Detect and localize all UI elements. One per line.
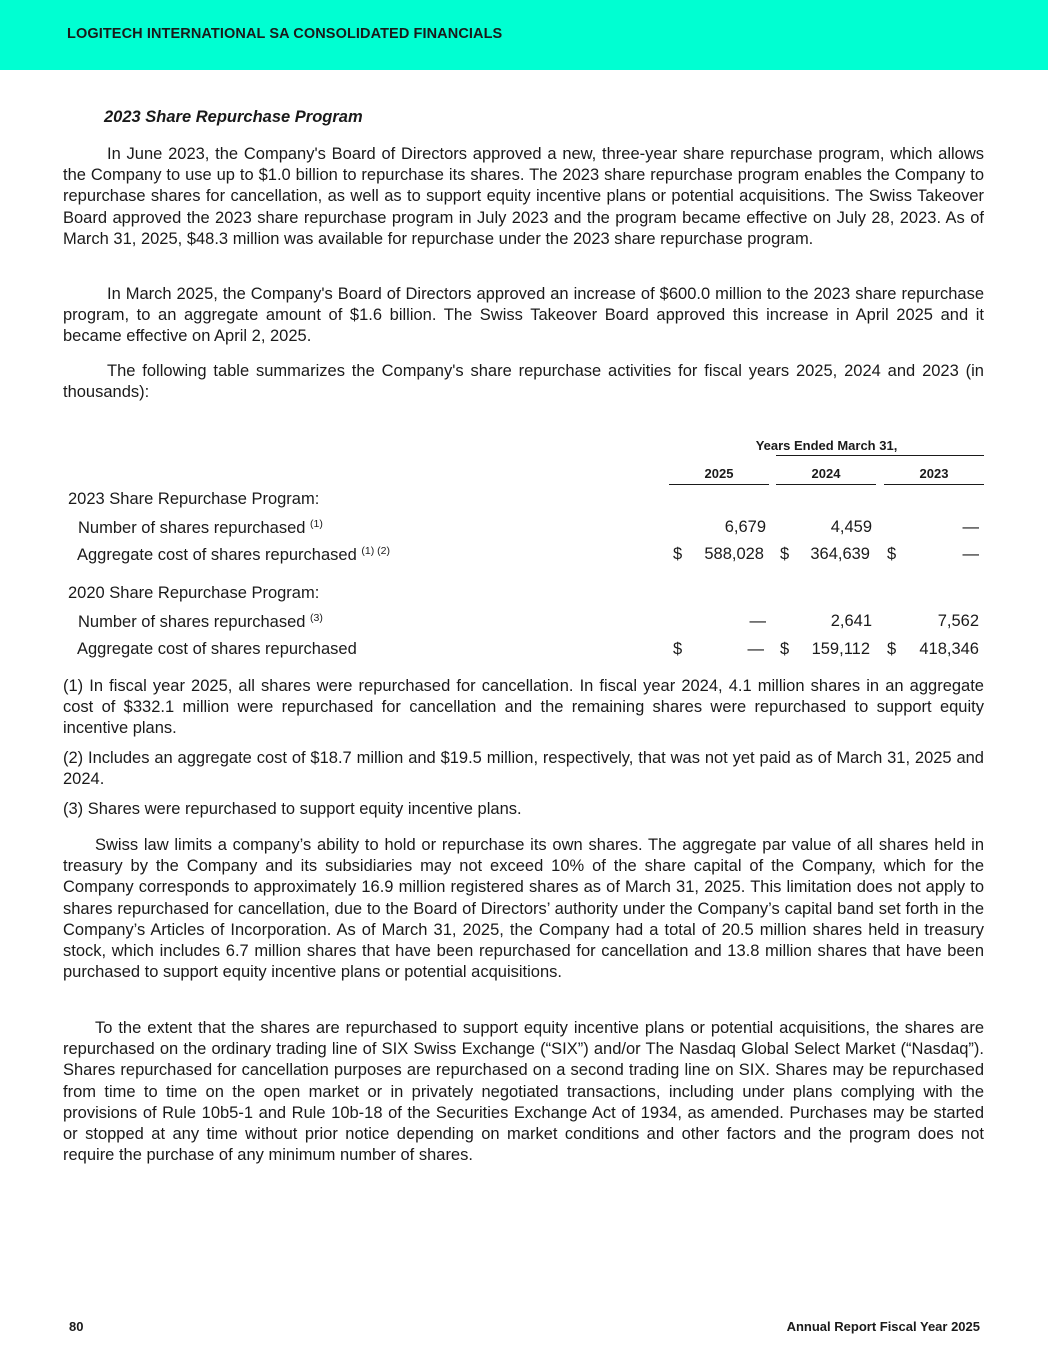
cell-2023prog-cost-2024: 364,639	[810, 545, 870, 563]
currency-symbol: $	[673, 640, 683, 658]
currency-symbol: $	[887, 545, 897, 563]
page-number: 80	[69, 1319, 84, 1334]
cell-2023prog-cost-2023: —	[962, 545, 979, 563]
cell-2020prog-shares-2023: 7,562	[937, 612, 979, 630]
program-2020-title: 2020 Share Repurchase Program:	[68, 584, 320, 602]
footnote-2: (2) Includes an aggregate cost of $18.7 million and $19.5 million, respectively, that was not yet paid as of March 31, 2025 and 2024.	[63, 749, 984, 789]
cell-2023prog-shares-2025: 6,679	[724, 518, 766, 536]
paragraph-table-intro: The following table summarizes the Company's share repurchase activities for fiscal years 2025, 2024 and 2023 (in thousands):	[63, 362, 984, 402]
group-header-rule	[776, 455, 984, 456]
table-row-label: Number of shares repurchased $^{(3)}$	[78, 612, 323, 631]
column-rule-2025	[669, 484, 769, 485]
currency-symbol: $	[673, 545, 683, 563]
column-rule-2024	[776, 484, 876, 485]
paragraph-swiss-law: Swiss law limits a company’s ability to hold or repurchase its own shares. The aggregate par value of all shares held in treasury by the Company and its subsidiaries may not exceed 10% of the share capital of the Company, which for the Company corresponds to approximately 16.9 million registered shares as of March 31, 2025. This limitation does not apply to shares repurchased for cancellation, due to the Board of Directors’ authority under the Company’s capital band set forth in the Company’s Articles of Incorporation. As of March 31, 2025, the Company had a total of 20.5 million shares held in treasury stock, which includes 6.7 million shares that have been repurchased for cancellation and 13.8 million shares that have been purchased to support equity incentive plans or potential acquisitions.	[63, 836, 984, 982]
currency-symbol: $	[780, 545, 790, 563]
footnote-1: (1) In fiscal year 2025, all shares were repurchased for cancellation. In fiscal year 2024, 4.1 million shares in an aggregate cost of $332.1 million were repurchased for cancellation and the remaining shares were repurchased to support equity incentive plans.	[63, 677, 984, 738]
cell-2020prog-shares-2024: 2,641	[830, 612, 872, 630]
currency-symbol: $	[887, 640, 897, 658]
column-header-2023: 2023	[919, 466, 949, 481]
currency-symbol: $	[780, 640, 790, 658]
table-row-label: Number of shares repurchased $^{(1)}$	[78, 518, 323, 537]
paragraph-program-approval: In June 2023, the Company's Board of Directors approved a new, three-year share repurchase program, which allows the Company to use up to $1.0 billion to repurchase its shares. The 2023 share repurchase program enables the Company to repurchase shares for cancellation, as well as to support equity incentive plans or potential acquisitions. The Swiss Takeover Board approved the 2023 share repurchase program in July 2023 and the program became effective on July 28, 2023. As of March 31, 2025, $48.3 million was available for repurchase under the 2023 share repurchase program.	[63, 145, 984, 248]
program-2023-title: 2023 Share Repurchase Program:	[68, 490, 320, 508]
document-header-title: LOGITECH INTERNATIONAL SA CONSOLIDATED FINANCIALS	[67, 26, 503, 42]
paragraph-program-increase: In March 2025, the Company's Board of Directors approved an increase of $600.0 million to the 2023 share repurchase program, to an aggregate amount of $1.6 billion. The Swiss Takeover Board approved this increase in April 2025 and it became effective on April 2, 2025.	[63, 285, 984, 346]
section-heading: 2023 Share Repurchase Program	[104, 108, 363, 126]
cell-2023prog-shares-2023: —	[962, 518, 979, 536]
column-header-2025: 2025	[704, 466, 734, 481]
cell-2023prog-shares-2024: 4,459	[830, 518, 872, 536]
footer-report-title: Annual Report Fiscal Year 2025	[786, 1319, 980, 1334]
table-row-label: Aggregate cost of shares repurchased $^{(1) (2)}$	[77, 545, 390, 564]
footnote-3: (3) Shares were repurchased to support equity incentive plans.	[63, 800, 522, 818]
table-row-label: Aggregate cost of shares repurchased	[77, 640, 357, 658]
cell-2020prog-shares-2025: —	[749, 612, 766, 630]
cell-2020prog-cost-2025: —	[747, 640, 764, 658]
column-rule-2023	[884, 484, 984, 485]
paragraph-repurchase-method: To the extent that the shares are repurchased to support equity incentive plans or potential acquisitions, the shares are repurchased on the ordinary trading line of SIX Swiss Exchange (“SIX”) and/or The Nasdaq Global Select Market (“Nasdaq”). Shares repurchased for cancellation purposes are repurchased on a second trading line on SIX. Shares may be repurchased from time to time on the open market or in privately negotiated transactions, including under plans complying with the provisions of Rule 10b5-1 and Rule 10b-18 of the Securities Exchange Act of 1934, as amended. Purchases may be started or stopped at any time without prior notice depending on market conditions and other factors and the program does not require the purchase of any minimum number of shares.	[63, 1019, 984, 1165]
cell-2023prog-cost-2025: 588,028	[704, 545, 764, 563]
cell-2020prog-cost-2024: 159,112	[811, 640, 870, 658]
table-group-header: Years Ended March 31,	[755, 438, 898, 453]
column-header-2024: 2024	[811, 466, 841, 481]
cell-2020prog-cost-2023: 418,346	[919, 640, 979, 658]
